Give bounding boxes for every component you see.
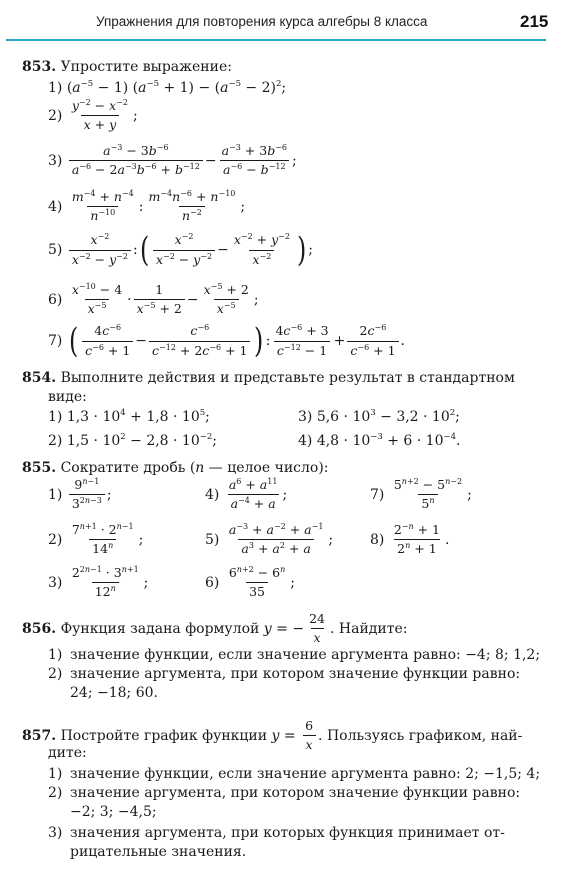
item-label: 6): [48, 291, 63, 308]
item-label: 7): [48, 333, 63, 349]
expr-853-5: 5) $\frac{x^{-2}}{x^{-2} - y^{-2}}$ :( $\frac{x^{-2}}{x^{-2} - y^{-2}}$ − $\frac{x^{-2} + y^{-2}}{x^{-2}}$ ) ;: [48, 230, 313, 270]
problem-number: 856.: [22, 620, 57, 637]
item-label: 3): [298, 409, 313, 425]
expr-854-3: 3) $5,6 \cdot 10^3 - 3,2 \cdot 10^2$;: [298, 408, 460, 425]
expr-853-4: 4) $\frac{m^{-4} + n^{-4}}{n^{-10}}$ : $\frac{m^{-4}n^{-6} + n^{-10}}{n^{-2}}$ ;: [48, 189, 246, 224]
task-857-2: [48, 786, 520, 800]
item-label: 7): [370, 486, 385, 503]
item-label: 4): [48, 198, 63, 215]
item-label: 8): [370, 531, 385, 548]
item-label: 2): [48, 107, 63, 124]
expr-855-6: 6) $\frac{6^{n+2} - 6^n}{35}$ ;: [205, 565, 295, 600]
item-label: 6): [205, 574, 220, 591]
expr-854-2: 2) $1,5 \cdot 10^2 - 2,8 \cdot 10^{-2}$;: [48, 432, 217, 449]
expr-853-7: 7) ( $\frac{4c^{-6}}{c^{-6} + 1}$ − $\frac{c^{-6}}{c^{-12} + 2c^{-6} + 1}$ ) : $\frac{4c^{-6} + 3}{c^{-12} - 1}$ + $\frac{2c^{-6}}{c^{-6} + 1}$ .: [48, 321, 405, 361]
item-label: 2): [48, 433, 63, 449]
task-857-1: [48, 767, 540, 781]
expr-853-3: 3) $\frac{a^{-3} - 3b^{-6}}{a^{-6} - 2a^{-3}b^{-6} + b^{-12}}$ − $\frac{a^{-3} + 3b^{-6}}{a^{-6} - b^{-12}}$ ;: [48, 143, 297, 178]
header-rule: [6, 39, 546, 41]
item-label: 4): [298, 433, 313, 449]
variable-n: n: [195, 460, 205, 476]
item-label: 5): [205, 531, 220, 548]
problem-number: 853.: [22, 59, 57, 75]
expr-854-4: 4) $4,8 \cdot 10^{-3} + 6 \cdot 10^{-4}$.: [298, 432, 461, 449]
expr-855-3: 3) $\frac{2^{2n-1} \cdot 3^{n+1}}{12^n}$ ;: [48, 565, 149, 600]
problem-number: 854.: [22, 370, 57, 386]
item-label: 2): [48, 666, 63, 682]
task-857-3-cont: рицательные значения.: [70, 844, 247, 860]
expr-855-4: 4) $\frac{a^6 + a^{11}}{a^{-4} + a}$ ;: [205, 477, 288, 512]
item-label: 5): [48, 242, 63, 258]
expr-855-2: 2) $\frac{7^{n+1} \cdot 2^{n-1}}{14^n}$ ;: [48, 522, 144, 557]
item-text: значения аргумента, при которых функция принимает от-: [70, 825, 505, 841]
task-857-2-cont: −2; 3; −4,5;: [70, 804, 157, 820]
expr-855-8: 8) $\frac{2^{-n} + 1}{2^n + 1}$ .: [370, 522, 450, 557]
header-title: Упражнения для повторения курса алгебры 8 класса: [96, 14, 428, 29]
problem-text: Постройте график функции: [60, 727, 268, 744]
page-number: 215: [520, 12, 549, 31]
item-label: 1): [48, 80, 63, 96]
problem-text-cont: дите:: [48, 745, 87, 761]
item-label: 1): [48, 409, 63, 425]
problem-text: Сократите дробь (: [60, 460, 196, 476]
problem-text: Упростите выражение:: [60, 59, 232, 75]
expr-853-6: 6) $\frac{x^{-10} - 4}{x^{-5}}$ · $\frac{1}{x^{-5} + 2}$ − $\frac{x^{-5} + 2}{x^{-5}}$ ;: [48, 282, 259, 317]
problem-854-heading: [22, 371, 515, 385]
problem-855-heading: [22, 461, 329, 475]
item-label: 3): [48, 825, 63, 841]
task-856-1: [48, 648, 540, 662]
problem-number: 857.: [22, 727, 57, 744]
item-label: 2): [48, 531, 63, 548]
problem-856-heading: 856. Функция задана формулой y = − $\frac{24}{x}$ . Найдите:: [22, 611, 408, 646]
item-text: значение аргумента, при котором значение функции равно:: [70, 785, 521, 801]
task-856-2: [48, 667, 520, 681]
expr-855-7: 7) $\frac{5^{n+2} - 5^{n-2}}{5^n}$ ;: [370, 477, 472, 512]
item-label: 1): [48, 647, 63, 663]
item-text: значение функции, если значение аргумента равно: −4; 8; 1,2;: [70, 647, 541, 663]
item-label: 2): [48, 785, 63, 801]
item-label: 1): [48, 766, 63, 782]
expr-855-5: 5) $\frac{a^{-3} + a^{-2} + a^{-1}}{a^3 + a^2 + a}$ ;: [205, 522, 334, 557]
problem-text-2: — целое число):: [208, 460, 329, 476]
task-857-3: [48, 826, 505, 840]
item-label: 3): [48, 574, 63, 591]
task-856-2-cont: 24; −18; 60.: [70, 685, 158, 701]
expr-855-1: 1) $\frac{9^{n-1}}{3^{2n-3}}$ ;: [48, 477, 112, 512]
item-label: 1): [48, 486, 63, 503]
expr-853-1: 1) $(a^{-5} - 1) (a^{-5} + 1) - (a^{-5} - 2)^2$;: [48, 79, 287, 96]
expr-854-1: 1) $1,3 \cdot 10^4 + 1,8 \cdot 10^5$;: [48, 408, 210, 425]
problem-number: 855.: [22, 460, 57, 476]
problem-text: Выполните действия и представьте результат в стандартном: [60, 370, 515, 386]
problem-853-heading: [22, 60, 232, 74]
expr-853-2: 2) $\frac{y^{-2} - x^{-2}}{x + y}$ ;: [48, 98, 138, 133]
page-header: [0, 0, 572, 46]
problem-text: Функция задана формулой: [60, 620, 260, 637]
item-text: значение аргумента, при котором значение функции равно:: [70, 666, 521, 682]
item-text: значение функции, если значение аргумента равно: 2; −1,5; 4;: [70, 766, 541, 782]
problem-text-2: Пользуясь графиком, най-: [326, 727, 523, 744]
problem-857-heading: 857. Постройте график функции y = $\frac{6}{x}$ . Пользуясь графиком, най-: [22, 718, 523, 753]
item-label: 4): [205, 486, 220, 503]
item-label: 3): [48, 152, 63, 169]
problem-text-cont: виде:: [48, 389, 87, 405]
problem-text-2: Найдите:: [338, 620, 408, 637]
